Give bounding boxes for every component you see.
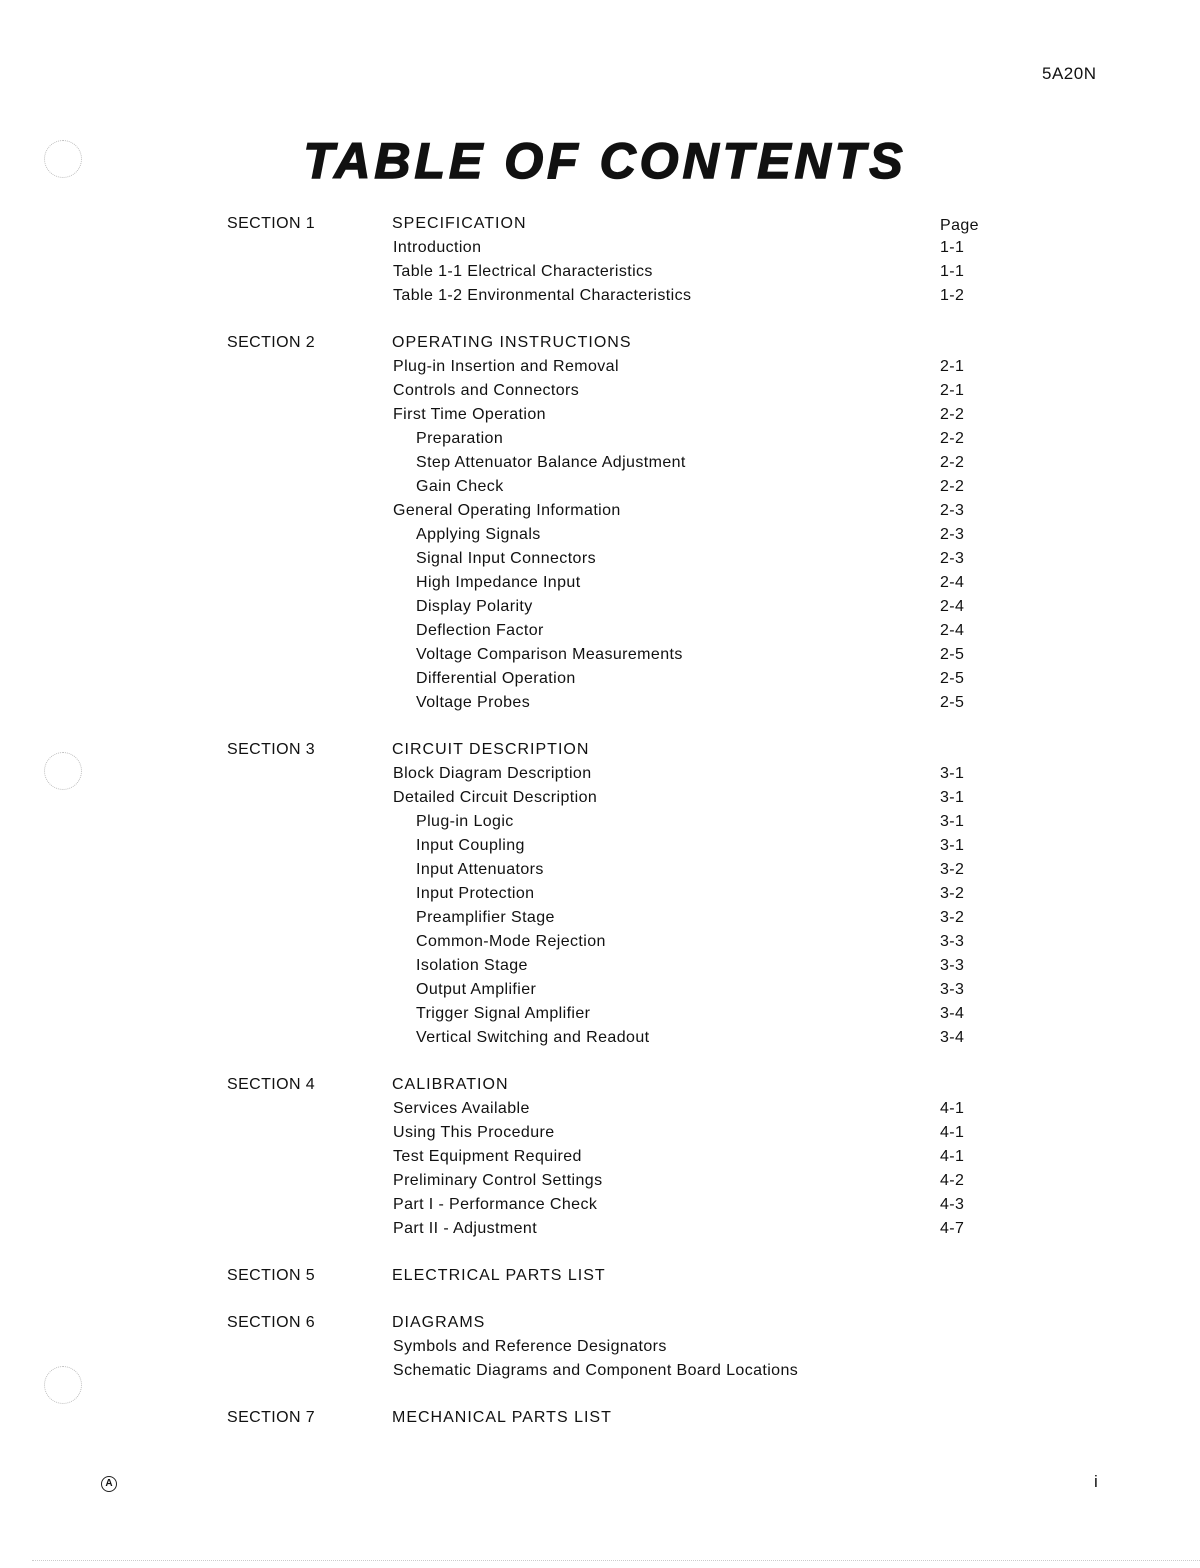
toc-entry — [0, 1169, 1200, 1193]
section-label: SECTION 7 — [227, 1409, 316, 1426]
section-heading-row — [0, 1406, 1200, 1430]
section-heading-row — [0, 738, 1200, 762]
entry-title: Signal Input Connectors — [416, 550, 596, 567]
entry-title: Input Coupling — [416, 837, 525, 854]
entry-page: 3-3 — [940, 981, 965, 998]
entry-page: 1-1 — [940, 263, 965, 280]
toc-entry — [0, 643, 1200, 667]
entry-page: 2-5 — [940, 694, 965, 711]
toc-entry — [0, 1193, 1200, 1217]
entry-title: Vertical Switching and Readout — [416, 1029, 650, 1046]
entry-page: 2-3 — [940, 502, 965, 519]
entry-title: Preliminary Control Settings — [393, 1172, 603, 1189]
toc-section — [0, 1073, 1200, 1241]
toc-section — [0, 1406, 1200, 1430]
section-title: ELECTRICAL PARTS LIST — [392, 1267, 606, 1284]
toc-entry — [0, 1026, 1200, 1050]
toc-entry — [0, 427, 1200, 451]
entry-page: 4-1 — [940, 1100, 965, 1117]
entry-page: 2-2 — [940, 406, 965, 423]
entry-page: 2-2 — [940, 430, 965, 447]
page-number: i — [1094, 1472, 1098, 1491]
entry-title: High Impedance Input — [416, 574, 581, 591]
entry-title: Schematic Diagrams and Component Board Locations — [393, 1362, 799, 1379]
entry-page: 4-2 — [940, 1172, 965, 1189]
document-id: 5A20N — [1042, 64, 1097, 83]
toc-entry — [0, 930, 1200, 954]
toc-entry — [0, 403, 1200, 427]
entry-title: Input Attenuators — [416, 861, 544, 878]
entry-title: Test Equipment Required — [393, 1148, 582, 1165]
entry-page: 2-4 — [940, 574, 965, 591]
toc-entry — [0, 978, 1200, 1002]
entry-page: 3-3 — [940, 957, 965, 974]
section-heading-row — [0, 212, 1200, 236]
toc-entry — [0, 834, 1200, 858]
section-title: MECHANICAL PARTS LIST — [392, 1409, 612, 1426]
entry-page: 2-5 — [940, 646, 965, 663]
entry-page: 3-2 — [940, 861, 965, 878]
entry-page: 3-1 — [940, 789, 965, 806]
toc-entry — [0, 284, 1200, 308]
toc-section — [0, 1311, 1200, 1383]
entry-title: Services Available — [393, 1100, 530, 1117]
page-column-label: Page — [940, 217, 979, 234]
toc-entry — [0, 499, 1200, 523]
entry-title: Controls and Connectors — [393, 382, 580, 399]
section-heading-row — [0, 1311, 1200, 1335]
entry-title: Common-Mode Rejection — [416, 933, 606, 950]
toc-entry — [0, 1359, 1200, 1383]
entry-title: Block Diagram Description — [393, 765, 592, 782]
section-title: CALIBRATION — [392, 1076, 509, 1093]
toc-entry — [0, 619, 1200, 643]
section-heading-row — [0, 331, 1200, 355]
page-edge — [32, 1560, 1200, 1561]
entry-page: 1-2 — [940, 287, 965, 304]
entry-page: 3-3 — [940, 933, 965, 950]
toc-entry — [0, 571, 1200, 595]
toc-entry — [0, 1145, 1200, 1169]
entry-title: Table 1-1 Electrical Characteristics — [393, 263, 653, 280]
toc-entry — [0, 954, 1200, 978]
entry-page: 3-1 — [940, 837, 965, 854]
toc-entry — [0, 1335, 1200, 1359]
entry-title: First Time Operation — [393, 406, 546, 423]
entry-page: 2-2 — [940, 454, 965, 471]
toc-section — [0, 212, 1200, 308]
page-title: TABLE OF CONTENTS — [303, 133, 907, 189]
entry-title: Part I - Performance Check — [393, 1196, 598, 1213]
toc-entry — [0, 762, 1200, 786]
publisher-mark-icon: A — [101, 1476, 117, 1492]
toc-entry — [0, 475, 1200, 499]
toc-entry — [0, 523, 1200, 547]
toc-entry — [0, 810, 1200, 834]
entry-page: 2-5 — [940, 670, 965, 687]
toc-entry — [0, 1002, 1200, 1026]
entry-page: 4-1 — [940, 1124, 965, 1141]
entry-page: 2-2 — [940, 478, 965, 495]
section-label: SECTION 2 — [227, 334, 316, 351]
section-label: SECTION 5 — [227, 1267, 316, 1284]
section-title: CIRCUIT DESCRIPTION — [392, 741, 590, 758]
toc-entry — [0, 1097, 1200, 1121]
section-title: OPERATING INSTRUCTIONS — [392, 334, 632, 351]
entry-title: General Operating Information — [393, 502, 621, 519]
toc-entry — [0, 1217, 1200, 1241]
entry-title: Voltage Comparison Measurements — [416, 646, 683, 663]
entry-page: 4-7 — [940, 1220, 965, 1237]
entry-title: Preparation — [416, 430, 504, 447]
entry-title: Detailed Circuit Description — [393, 789, 598, 806]
entry-page: 3-1 — [940, 765, 965, 782]
toc-entry — [0, 355, 1200, 379]
entry-page: 3-4 — [940, 1029, 965, 1046]
toc-entry — [0, 1121, 1200, 1145]
entry-page: 1-1 — [940, 239, 965, 256]
section-heading-row — [0, 1264, 1200, 1288]
entry-title: Voltage Probes — [416, 694, 531, 711]
toc-entry — [0, 786, 1200, 810]
entry-page: 2-1 — [940, 382, 965, 399]
toc-entry — [0, 882, 1200, 906]
entry-title: Preamplifier Stage — [416, 909, 555, 926]
toc-entry — [0, 906, 1200, 930]
entry-title: Plug-in Insertion and Removal — [393, 358, 619, 375]
toc-section — [0, 1264, 1200, 1288]
entry-page: 3-1 — [940, 813, 965, 830]
toc-entry — [0, 236, 1200, 260]
entry-title: Using This Procedure — [393, 1124, 555, 1141]
entry-page: 3-4 — [940, 1005, 965, 1022]
entry-title: Trigger Signal Amplifier — [416, 1005, 591, 1022]
entry-title: Step Attenuator Balance Adjustment — [416, 454, 686, 471]
entry-title: Symbols and Reference Designators — [393, 1338, 667, 1355]
table-of-contents — [0, 212, 1200, 1453]
section-label: SECTION 4 — [227, 1076, 316, 1093]
entry-page: 2-4 — [940, 622, 965, 639]
entry-page: 4-3 — [940, 1196, 965, 1213]
entry-title: Deflection Factor — [416, 622, 544, 639]
entry-title: Differential Operation — [416, 670, 576, 687]
section-title: DIAGRAMS — [392, 1314, 486, 1331]
toc-entry — [0, 858, 1200, 882]
entry-title: Gain Check — [416, 478, 504, 495]
entry-title: Applying Signals — [416, 526, 541, 543]
section-label: SECTION 3 — [227, 741, 316, 758]
toc-entry — [0, 691, 1200, 715]
toc-section — [0, 331, 1200, 715]
entry-title: Table 1-2 Environmental Characteristics — [393, 287, 692, 304]
section-label: SECTION 1 — [227, 215, 316, 232]
toc-entry — [0, 595, 1200, 619]
toc-entry — [0, 451, 1200, 475]
entry-title: Introduction — [393, 239, 482, 256]
section-label: SECTION 6 — [227, 1314, 316, 1331]
entry-page: 4-1 — [940, 1148, 965, 1165]
toc-entry — [0, 379, 1200, 403]
entry-page: 2-3 — [940, 550, 965, 567]
entry-title: Output Amplifier — [416, 981, 537, 998]
section-heading-row — [0, 1073, 1200, 1097]
entry-page: 3-2 — [940, 885, 965, 902]
entry-page: 2-4 — [940, 598, 965, 615]
toc-entry — [0, 547, 1200, 571]
entry-page: 3-2 — [940, 909, 965, 926]
toc-entry — [0, 260, 1200, 284]
entry-title: Isolation Stage — [416, 957, 528, 974]
section-title: SPECIFICATION — [392, 215, 527, 232]
entry-title: Part II - Adjustment — [393, 1220, 538, 1237]
entry-title: Plug-in Logic — [416, 813, 514, 830]
toc-section — [0, 738, 1200, 1050]
entry-title: Input Protection — [416, 885, 535, 902]
toc-entry — [0, 667, 1200, 691]
entry-title: Display Polarity — [416, 598, 533, 615]
entry-page: 2-3 — [940, 526, 965, 543]
entry-page: 2-1 — [940, 358, 965, 375]
